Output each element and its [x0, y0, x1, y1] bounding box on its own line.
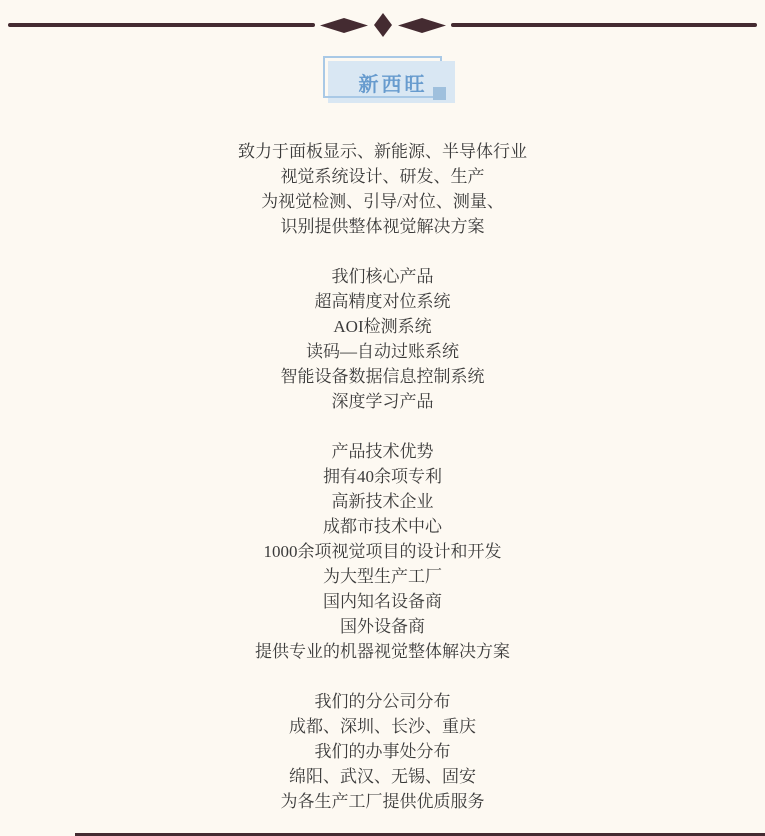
paragraph-tech-advantages	[0, 439, 765, 664]
text-line: 高新技术企业	[331, 492, 434, 511]
text-line: 提供专业的机器视觉整体解决方案	[255, 642, 510, 661]
paragraph-locations	[0, 689, 765, 814]
text-line: 智能设备数据信息控制系统	[280, 367, 485, 386]
diamond-wide-right-icon	[398, 18, 446, 33]
diamond-wide-left-icon	[320, 18, 368, 33]
article-body	[0, 139, 765, 836]
brand-badge-label: 新西旺	[358, 73, 428, 96]
text-line: 1000余项视觉项目的设计和开发	[263, 542, 502, 561]
brand-badge-corner-square	[433, 87, 446, 100]
text-line: 致力于面板显示、新能源、半导体行业	[238, 142, 527, 161]
text-line: 绵阳、武汉、无锡、固安	[289, 767, 476, 786]
text-line: 识别提供整体视觉解决方案	[280, 217, 485, 236]
divider-line-left	[8, 23, 315, 27]
top-divider	[8, 12, 757, 38]
text-line: 我们的分公司分布	[314, 692, 451, 711]
text-line: 超高精度对位系统	[314, 292, 451, 311]
paragraph-intro	[0, 139, 765, 239]
text-line: 深度学习产品	[331, 392, 434, 411]
diamond-center-icon	[374, 13, 392, 37]
text-line: 我们的办事处分布	[314, 742, 451, 761]
paragraph-core-products	[0, 264, 765, 414]
text-line: 成都、深圳、长沙、重庆	[289, 717, 476, 736]
text-line: 我们核心产品	[331, 267, 434, 286]
text-line: 为大型生产工厂	[323, 567, 442, 586]
text-line: 产品技术优势	[331, 442, 434, 461]
text-line: 国内知名设备商	[323, 592, 442, 611]
text-line: 视觉系统设计、研发、生产	[280, 167, 485, 186]
text-line: 为视觉检测、引导/对位、测量、	[261, 192, 504, 211]
text-line: 读码—自动过账系统	[306, 342, 459, 361]
text-line: AOI检测系统	[333, 317, 432, 336]
text-line: 为各生产工厂提供优质服务	[280, 792, 485, 811]
text-line: 拥有40余项专利	[323, 467, 442, 486]
text-line: 成都市技术中心	[323, 517, 442, 536]
text-line: 国外设备商	[340, 617, 425, 636]
divider-line-right	[451, 23, 758, 27]
